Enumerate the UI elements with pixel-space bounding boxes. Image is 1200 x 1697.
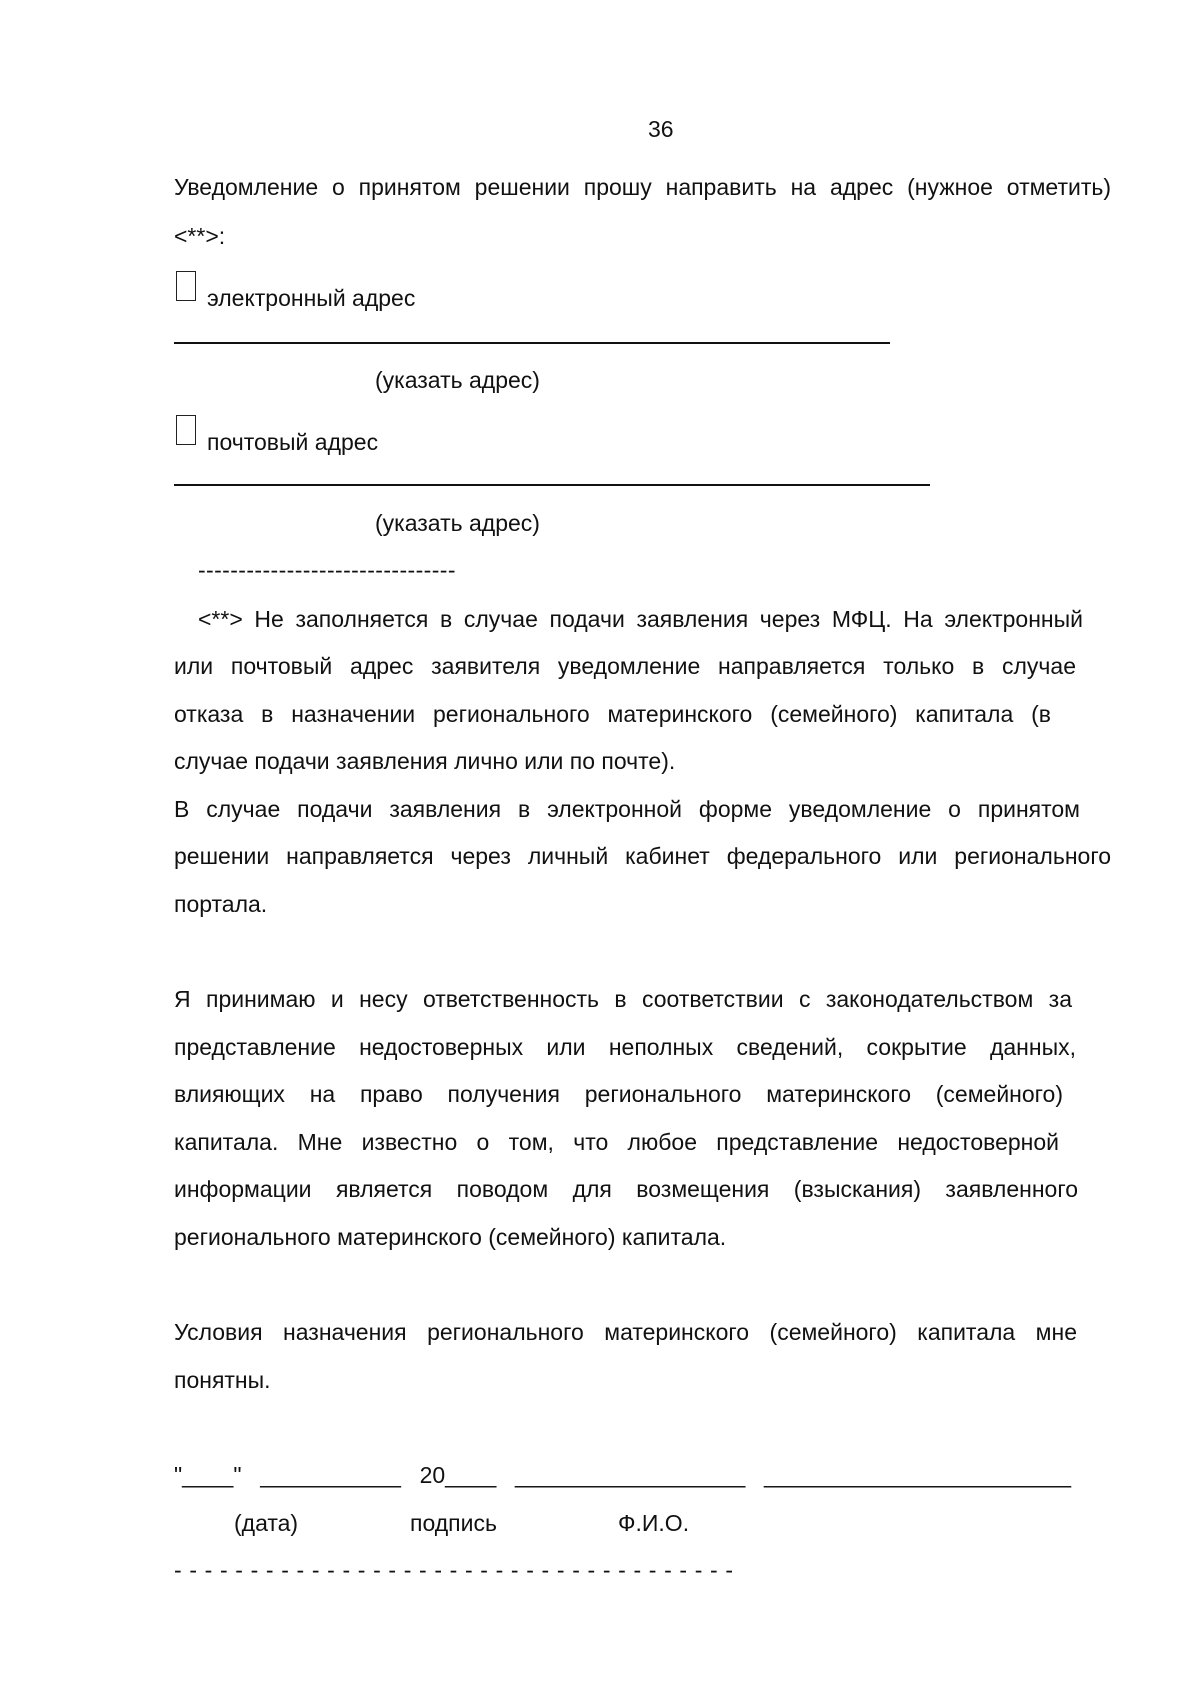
post-option-label: почтовый адрес	[207, 429, 379, 455]
conditions-line-1: Условия назначения регионального материнского (семейного) капитала мне	[174, 1319, 1077, 1345]
signature-label-date: (дата)	[234, 1510, 299, 1536]
footnote-p1-line-2: или почтовый адрес заявителя уведомление направляется только в случае	[174, 653, 1076, 679]
footnote-p2-line-3: портала.	[174, 891, 268, 917]
responsibility-line-6: регионального материнского (семейного) капитала.	[174, 1224, 727, 1250]
footnote-p1-line-1: <**> Не заполняется в случае подачи заявления через МФЦ. На электронный	[198, 606, 1083, 632]
post-checkbox[interactable]	[176, 415, 196, 445]
responsibility-line-2: представление недостоверных или неполных сведений, сокрытие данных,	[174, 1034, 1076, 1060]
footnote-separator: --------------------------------	[198, 557, 456, 583]
notification-line-2: <**>:	[174, 223, 226, 249]
signature-label-name: Ф.И.О.	[618, 1510, 690, 1536]
conditions-line-2: понятны.	[174, 1367, 271, 1393]
page-number: 36	[648, 116, 674, 142]
email-checkbox[interactable]	[176, 271, 196, 301]
signature-label-signature: подпись	[410, 1510, 497, 1536]
footnote-p2-line-2: решении направляется через личный кабинет федерального или регионального	[174, 843, 1111, 869]
responsibility-line-4: капитала. Мне известно о том, что любое представление недостоверной	[174, 1129, 1059, 1155]
notification-line-1: Уведомление о принятом решении прошу направить на адрес (нужное отметить)	[174, 174, 1111, 200]
bottom-dashed-line: - - - - - - - - - - - - - - - - - - - - - - - - - - - - - - - - - - - - -	[174, 1557, 733, 1583]
responsibility-line-3: влияющих на право получения регионального материнского (семейного)	[174, 1081, 1063, 1107]
email-address-hint: (указать адрес)	[375, 367, 540, 393]
responsibility-line-5: информации является поводом для возмещения (взыскания) заявленного	[174, 1176, 1078, 1202]
responsibility-line-1: Я принимаю и несу ответственность в соответствии с законодательством за	[174, 986, 1072, 1012]
footnote-p2-line-1: В случае подачи заявления в электронной форме уведомление о принятом	[174, 796, 1080, 822]
post-address-line[interactable]	[174, 484, 930, 486]
email-option-label: электронный адрес	[207, 285, 416, 311]
signature-date-line[interactable]: "____" ___________ 20____ __________________ ________________________	[174, 1462, 1071, 1488]
email-address-line[interactable]	[174, 342, 890, 344]
footnote-p1-line-4: случае подачи заявления лично или по почте).	[174, 748, 676, 774]
footnote-p1-line-3: отказа в назначении регионального материнского (семейного) капитала (в	[174, 701, 1051, 727]
post-address-hint: (указать адрес)	[375, 510, 540, 536]
